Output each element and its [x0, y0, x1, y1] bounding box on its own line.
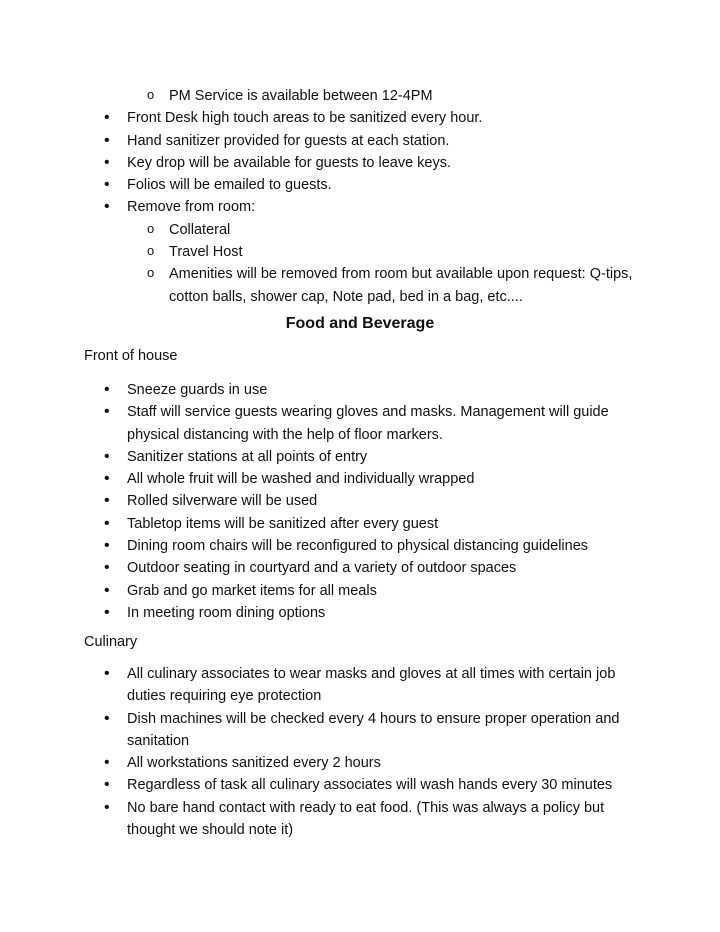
- list-item: • Sanitizer stations at all points of entry: [0, 446, 720, 468]
- list-item: • Hand sanitizer provided for guests at each station.: [0, 130, 720, 152]
- front-of-house-block: [0, 379, 720, 624]
- remove-from-room-sublist: [0, 219, 720, 308]
- list-item: • Dining room chairs will be reconfigured to physical distancing guidelines: [0, 535, 720, 557]
- list-item: • Sneeze guards in use: [0, 379, 720, 401]
- front-of-house-list: [0, 379, 720, 624]
- subheading-culinary: Culinary: [84, 634, 138, 650]
- lead-sublist: [0, 85, 720, 107]
- list-item: • All culinary associates to wear masks and gloves at all times with certain job duties requiring eye protection: [0, 663, 720, 708]
- list-item: • Outdoor seating in courtyard and a variety of outdoor spaces: [0, 557, 720, 579]
- list-item: • Staff will service guests wearing gloves and masks. Management will guide physical distancing with the help of floor markers.: [0, 401, 720, 446]
- list-item: • Regardless of task all culinary associates will wash hands every 30 minutes: [0, 774, 720, 796]
- list-item: • Remove from room:: [0, 196, 720, 218]
- housekeeping-block: [0, 85, 720, 308]
- culinary-list: [0, 663, 720, 841]
- sub-list-item: o Amenities will be removed from room but available upon request: Q-tips, cotton balls, shower cap, Note pad, bed in a bag, etc....: [0, 263, 720, 308]
- list-item: • Rolled silverware will be used: [0, 490, 720, 512]
- section-heading-food-beverage: Food and Beverage: [285, 315, 435, 332]
- list-item: • Grab and go market items for all meals: [0, 580, 720, 602]
- list-item: • In meeting room dining options: [0, 602, 720, 624]
- list-item: • Folios will be emailed to guests.: [0, 174, 720, 196]
- list-item: • All whole fruit will be washed and individually wrapped: [0, 468, 720, 490]
- list-item: • Tabletop items will be sanitized after every guest: [0, 513, 720, 535]
- list-item: • Dish machines will be checked every 4 hours to ensure proper operation and sanitation: [0, 708, 720, 753]
- list-item: • Front Desk high touch areas to be sanitized every hour.: [0, 107, 720, 129]
- culinary-block: [0, 663, 720, 841]
- subheading-front-of-house: Front of house: [84, 348, 178, 364]
- sub-list-item: o PM Service is available between 12-4PM: [0, 85, 720, 107]
- housekeeping-list: [0, 107, 720, 218]
- sub-list-item: o Travel Host: [0, 241, 720, 263]
- list-item: • All workstations sanitized every 2 hours: [0, 752, 720, 774]
- list-item: • No bare hand contact with ready to eat food. (This was always a policy but thought we should note it): [0, 797, 720, 842]
- sub-list-item: o Collateral: [0, 219, 720, 241]
- list-item: • Key drop will be available for guests to leave keys.: [0, 152, 720, 174]
